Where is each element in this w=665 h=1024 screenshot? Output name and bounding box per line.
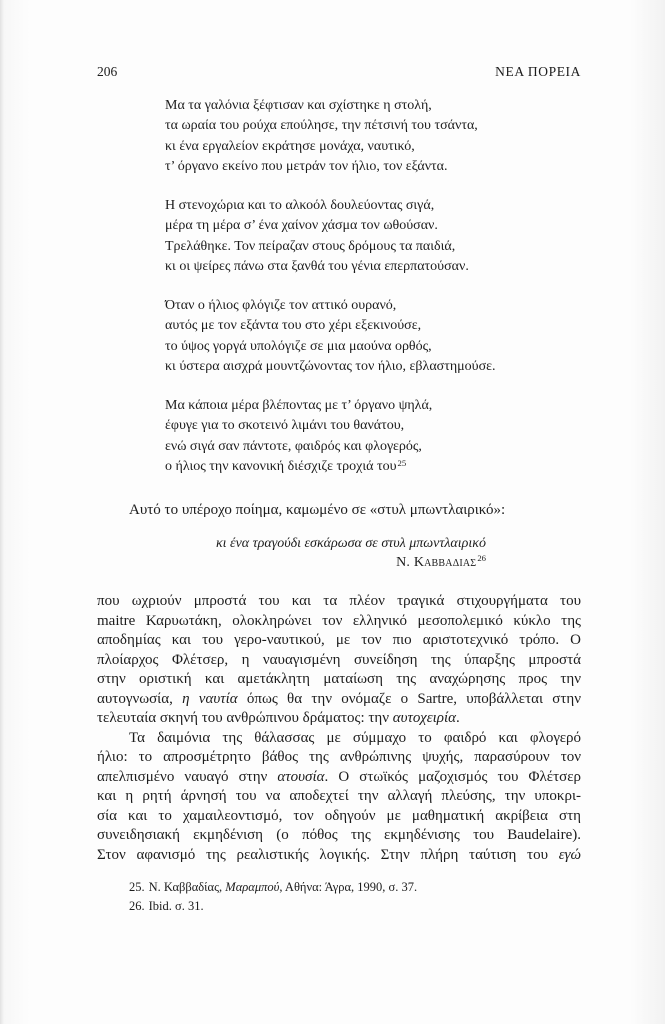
footnote — [129, 878, 417, 897]
poem-stanza — [165, 396, 496, 478]
body-line: ήλιο: το απροσμέτρητο βάθος της ανθρώπινης ψυχής, παρασύρουν τον — [97, 749, 581, 765]
body-line — [97, 690, 581, 710]
poem-line: Όταν ο ήλιος φλόγιζε τον αττικό ουρανό, — [165, 298, 397, 314]
footnotes — [129, 878, 417, 916]
body-line — [97, 768, 581, 788]
poem-line: Μα κάποια μέρα βλέποντας με τ’ όργανο ψηλά, — [165, 398, 433, 414]
body-line: αποδημίας και του γερο-ναυτικού, με τον πιο αριστοτεχνικό τρόπο. Ο — [97, 632, 581, 648]
poem-line: έφυγε για το σκοτεινό λιμάνι του θανάτου, — [165, 418, 405, 434]
poem-stanza — [165, 96, 496, 178]
text-run: , Αθήνα: Άγρα, 1990, σ. 37. — [279, 880, 418, 894]
footnote-reference: 25 — [397, 457, 407, 468]
text-run: Ibid. σ. 31. — [148, 899, 204, 913]
italic-text: εγώ — [558, 846, 581, 863]
body-text — [97, 592, 581, 865]
body-paragraph — [97, 729, 581, 866]
text-run: . Ο στωϊκός μαζοχισμός του Φλέτσερ — [324, 768, 581, 785]
body-line: σία και το χαμαιλεοντισμό, τον οδηγούν με μαθηματική ακρίβεια στη — [97, 807, 581, 824]
italic-text: ατουσία — [277, 768, 325, 785]
poem-line: κι ύστερα αισχρά μουντζώνοντας τον ήλιο, εβλαστημούσε. — [165, 359, 496, 375]
poem-line: τα ωραία του ρούχα επούλησε, την πέτσινή του τσάντα, — [165, 118, 478, 134]
poem-line: τ’ όργανο εκείνο που μετράν τον ήλιο, τον εξάντα. — [165, 159, 448, 175]
body-paragraph — [97, 592, 581, 729]
intro-sentence: Αυτό το υπέροχο ποίημα, καμωμένο σε «στυλ μπωντλαιρικό»: — [129, 502, 506, 518]
body-line — [97, 846, 581, 866]
body-line: πλοίαρχος Φλέτσερ, η ναυαγισμένη συνείδηση της ύπαρξης μπροστά — [97, 651, 581, 668]
epigraph-author: Ν. Καββαδίας — [396, 554, 477, 570]
poem-line: ενώ σιγά σαν πάντοτε, φαιδρός και φλογερός, — [165, 438, 422, 454]
italic-text: Μαραμπού — [225, 880, 280, 894]
poem-line: κι οι ψείρες πάνω στα ξανθά του γένια επερπατούσαν. — [165, 259, 469, 275]
body-line: και η ρητή άρνησή του να αποδεχτεί την αλλαγή πλεύσης, την υποκρι- — [97, 788, 581, 804]
epigraph-author-line — [216, 554, 486, 573]
poem-line — [165, 457, 496, 477]
body-line: που ωχριούν μπροστά του και τα πλέον τραγικά στιχουργήματα του — [97, 593, 581, 609]
body-line — [97, 709, 581, 729]
poem-line: μέρα τη μέρα σ’ ένα χαίνον χάσμα τον ωθούσαν. — [165, 218, 438, 234]
text-run: αυτογνωσία, — [97, 690, 183, 707]
poem-line: Η στενοχώρια και το αλκοόλ δουλεύοντας σιγά, — [165, 198, 435, 214]
poem-line: το ύψος γοργά υπολόγιζε σε μια μαούνα ορθός, — [165, 338, 432, 354]
footnote-reference: 26 — [477, 552, 486, 563]
text-run: όπως θα την ονόμαζε ο Sartre, υποβάλλεται στην — [237, 690, 582, 707]
body-line: συνειδησιακή εκμηδένιση (ο πόθος της εκμηδένισης του Baudelaire). — [97, 827, 581, 843]
page-header — [97, 63, 581, 81]
page-number: 206 — [97, 64, 118, 79]
text-run: απελπισμένο ναυαγό στην — [97, 768, 278, 785]
body-line: στην οριστική και αμετάκλητη ματαίωση της αναχώρησης προς την — [97, 671, 581, 687]
epigraph — [216, 535, 486, 572]
body-line: maitre Καρυωτάκη, ολοκληρώνει τον ελληνικό μεσοπολεμικό κύκλο της — [97, 612, 581, 629]
body-line: Τα δαιμόνια της θάλασσας με σύμμαχο το φαιδρό και φλογερό — [129, 729, 581, 746]
text-run: ο ήλιος την κανονική διέσχιζε τροχιά του — [165, 459, 397, 475]
footnote — [129, 897, 417, 916]
poem-line: αυτός με τον εξάντα του στο χέρι εξεκινούσε, — [165, 318, 422, 334]
text-run: Στον αφανισμό της ρεαλιστικής λογικής. Στην πλήρη ταύτιση του — [97, 846, 559, 863]
poem-line: Τρελάθηκε. Τον πείραζαν στους δρόμους τα παιδιά, — [165, 238, 456, 254]
epigraph-verse: κι ένα τραγούδι εσκάρωσα σε στυλ μπωντλαιρικό — [215, 536, 486, 551]
italic-text: αυτοχειρία — [392, 710, 457, 726]
poem-line: κι ένα εργαλείον εκράτησε μονάχα, ναυτικό, — [165, 138, 415, 154]
footnote-number: 25. — [129, 880, 145, 894]
poem-stanza — [165, 296, 496, 378]
poem-block — [165, 96, 496, 496]
text-run: τελευταία σκηνή του ανθρώπινου δράματος: την — [97, 710, 393, 726]
poem-line: Μα τα γαλόνια ξέφτισαν και σχίστηκε η στολή, — [165, 98, 432, 113]
footnote-number: 26. — [129, 899, 145, 913]
text-run: Ν. Καββαδίας, — [148, 880, 226, 894]
poem-stanza — [165, 196, 496, 278]
italic-text: η ναυτία — [182, 690, 238, 707]
running-title: ΝΕΑ ΠΟΡΕΙΑ — [495, 64, 581, 79]
text-run: . — [456, 710, 460, 726]
